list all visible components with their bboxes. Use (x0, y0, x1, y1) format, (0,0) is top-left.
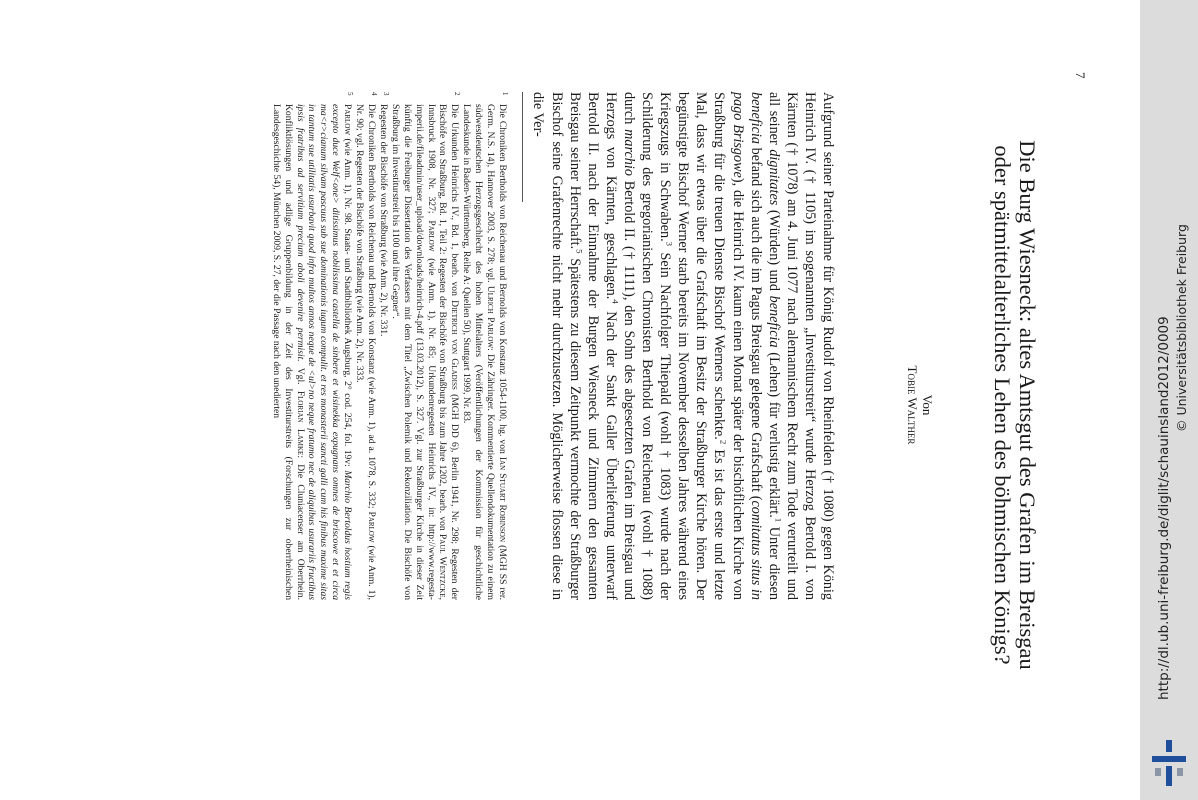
footnote-5 (270, 92, 353, 600)
footnote-run: : Die Zähringer. Kommentierte Quellendokumentation zu einem südwestdeutschen Herzogsgeschlecht des hohen Mittelalters (Veröffentlichungen der Kommission für geschichtliche Landeskunde in Baden-Württemberg, Reihe A: Quellen 50), Stuttgart 1999, Nr. 83. (461, 104, 497, 600)
footnote-1 (460, 92, 508, 600)
logo-bar-middle (1152, 756, 1186, 762)
body-italic: beneficia (765, 295, 782, 348)
footnote-author: Parlow (366, 511, 378, 543)
footnote-ref: 2 (719, 439, 730, 445)
copyright-notice: © Universitätsbibliothek Freiburg (1174, 224, 1189, 432)
body-italic: beneficia (747, 92, 764, 144)
footnote-author: Paul Wentzcke (437, 533, 449, 598)
source-url-link[interactable]: http://dl.ub.uni-freiburg.de/diglit/schauinsland2012/0009 (1156, 316, 1172, 700)
footnote-run: (wie Anm. 1), Nr. 85; Urkundenregesten Heinrichs IV., in: http://www.regesta-imperii.de/fileadmin/user_upload/downloads/heinrich-4.pdf (13.03.2012), S. 327. Vgl. zur Straßburger Kirche in dieser Zeit künftig die Freiburger Dissertation des Verfassers mit dem Titel „Zwischen Polemik und Rekonziliation. Die Bischöfe von Straßburg im Investiturstreit bis 1100 und ihre Gegner“. (389, 104, 437, 600)
footnote-3 (377, 92, 389, 600)
footnote-separator (522, 92, 523, 202)
body-run: Sein Nachfolger Thiepald (wohl † 1083) wurde nach der Schilderung des gregorianischen Chronisten Berthold von Reichenau (wohl † 1088) durch (620, 92, 674, 600)
author-block (905, 95, 935, 715)
body-italic: comitatus situs in pago Brisgowe (729, 92, 764, 600)
footnote-author: Parlow (425, 220, 437, 252)
body-run: Es ist das erste und letzte Mal, dass wir etwas über die Grafschaft im Besitz der Straßburger Kirche hören. Der begünstigte Bischof Werner starb bereits im November desselben Jahres während eines Kriegszugs in Schwaben. (657, 92, 728, 600)
footnote-run: Die Chroniken Bertholds von Reichenau und Bernolds von Konstanz (wie Anm. 1), ad a. 1078, S. 332; (366, 104, 378, 512)
footnote-number: 1 (501, 92, 509, 96)
body-run: Unter diesen (765, 522, 782, 600)
byline: Von (920, 394, 935, 416)
footnote-2 (389, 92, 460, 600)
footnote-author: Ian Stuart Robinson (497, 456, 508, 543)
footnote-number: 5 (346, 92, 355, 96)
logo-bar-top (1166, 740, 1172, 752)
footnote-number: 3 (381, 92, 390, 96)
footnote-run: Vgl. (294, 361, 306, 391)
body-run: Aufgrund seiner Parteinahme für König Rudolf von Rheinfelden († 1080) gegen König Heinrich IV. († 1105) im sogenannten „Investiturstreit“ wurde Herzog Bertold I. von Kärnten († 1078) am 4. Juni 1077 nach alemannischem Recht zum Tode verurteilt und all seiner (765, 92, 836, 600)
footnotes (270, 92, 508, 600)
footnote-ref: 5 (574, 249, 585, 254)
ub-freiburg-logo-icon (1150, 738, 1188, 788)
footnote-run: (wie Anm. 1), Nr. 90; vgl. Regesten der Bischöfe von Straßburg (wie Anm. 2), Nr. 333. (354, 104, 378, 600)
body-run: ), die Heinrich IV. kaum einen Monat später der bischöflichen Kirche von Straßburg für die treuen Dienste Bischof Werners schenkte. (711, 92, 746, 600)
title-line-2: oder spätmittelalterliches Lehen des böhmischen Königs? (990, 145, 1015, 665)
watermark-text (1140, 0, 1198, 700)
footnote-run: (wie Anm. 1), Nr. 98. Staats- und Stadtbibliothek Augsburg, 2° cod. 254, fol. 19v: (342, 135, 354, 471)
logo-accent-right (1177, 768, 1183, 776)
body-run: Spätestens zu diesem Zeitpunkt vermochte der Straßburger Bischof seine Grafenrechte nicht mehr durchzusetzen. Möglicherweise flossen diese in die Ver- (530, 92, 583, 600)
footnote-run: Die Urkunden Heinrichs IV., Bd. 1, bearb. von (449, 104, 461, 301)
footnote-ref: 4 (610, 299, 621, 304)
article-title (990, 95, 1040, 715)
author-name: Tobie Walther (905, 365, 920, 445)
logo-accent-left (1155, 768, 1161, 776)
footnote-author: Dietrich von Gladiss (449, 300, 461, 390)
footnote-number: 2 (453, 92, 462, 96)
footnote-run: (MGH DD 6), Berlin 1941, Nr. 298; Regesten der Bischöfe von Straßburg, Bd. 1, Teil 2: Regesten der Bischöfe von Straßburg bis zum Jahre 1202, bearb. von (437, 104, 461, 600)
body-run: Nach der Sankt Galler Überlieferung unterwarf Bertold II. nach der Einnahme der Burgen Wiesneck und Zimmern den gesamten Breisgau seiner Herrschaft. (566, 92, 619, 600)
body-run: (Lehen) für verlustig erklärt. (765, 347, 782, 518)
title-line-1: Die Burg Wiesneck: altes Amtsgut des Grafen im Breisgau (1015, 140, 1040, 670)
footnote-run: , Innsbruck 1908, Nr. 327; (425, 104, 449, 600)
body-italic: marchio (620, 129, 637, 176)
page-number: 7 (1073, 72, 1088, 79)
footnote-run: (MGH SS rer. Germ. N.S. 14), Hannover 2003, S. 278; vgl. (485, 104, 508, 600)
footnote-italic: Marchio Bertoldus hostium regis excepto duce Welf<one> ditissimus nobilissima castella de sinbere et wisinekka expugnans omnes de briscowe et et circa ma<r>cianum silvam pascuus sub sue dominationis iugum compulit. et res monasterii sancti galli cum his finibus maxime sitas in tantum sue utilitatis usurbavit quod infra multos annos neque de <ul>no neque fratumo nec de aliquibus usurariis fructibus ipsis fratribus ad servitium precium aboli devenire permisit. (294, 104, 354, 600)
logo-bar-bottom (1166, 766, 1172, 786)
footnote-run: Regesten der Bischöfe von Straßburg (wie Anm. 2), Nr. 331. (377, 104, 389, 337)
footnote-author: Parlow (342, 104, 354, 135)
library-watermark-strip (1140, 0, 1198, 800)
body-run: Bertold II. († 1111), den Sohn des abgesetzten Grafen im Breisgau und Herzogs von Kärnten, geschlagen. (602, 92, 637, 600)
footnote-author: Ulrich Parlow (485, 285, 497, 349)
footnote-run: Die Chroniken Bertholds von Reichenau und Bernolds von Konstanz 1054-1100, hg. von (497, 104, 508, 457)
footnote-ref: 3 (664, 241, 675, 247)
footnote-4 (353, 92, 377, 600)
body-text (529, 92, 837, 600)
body-italic: dignitates (765, 149, 782, 206)
footnote-author: Florian Lamke (294, 390, 306, 456)
footnote-ref: 1 (773, 517, 784, 523)
body-paragraph (529, 92, 837, 600)
body-run: (Würden) und (765, 205, 782, 296)
footnote-run: : Die Cluniacenser am Oberrhein. Konfliktlösungen und adlige Gruppenbildung in der Zeit des Investiturstreits (Forschungen zur oberrheinischen Landesgeschichte 54), München 2009, S. 27, der die Passage nach den unedierten (270, 104, 306, 600)
body-run: befand sich auch die im Pagus Breisgau gelegene Grafschaft ( (747, 144, 764, 501)
footnote-number: 4 (370, 92, 379, 96)
